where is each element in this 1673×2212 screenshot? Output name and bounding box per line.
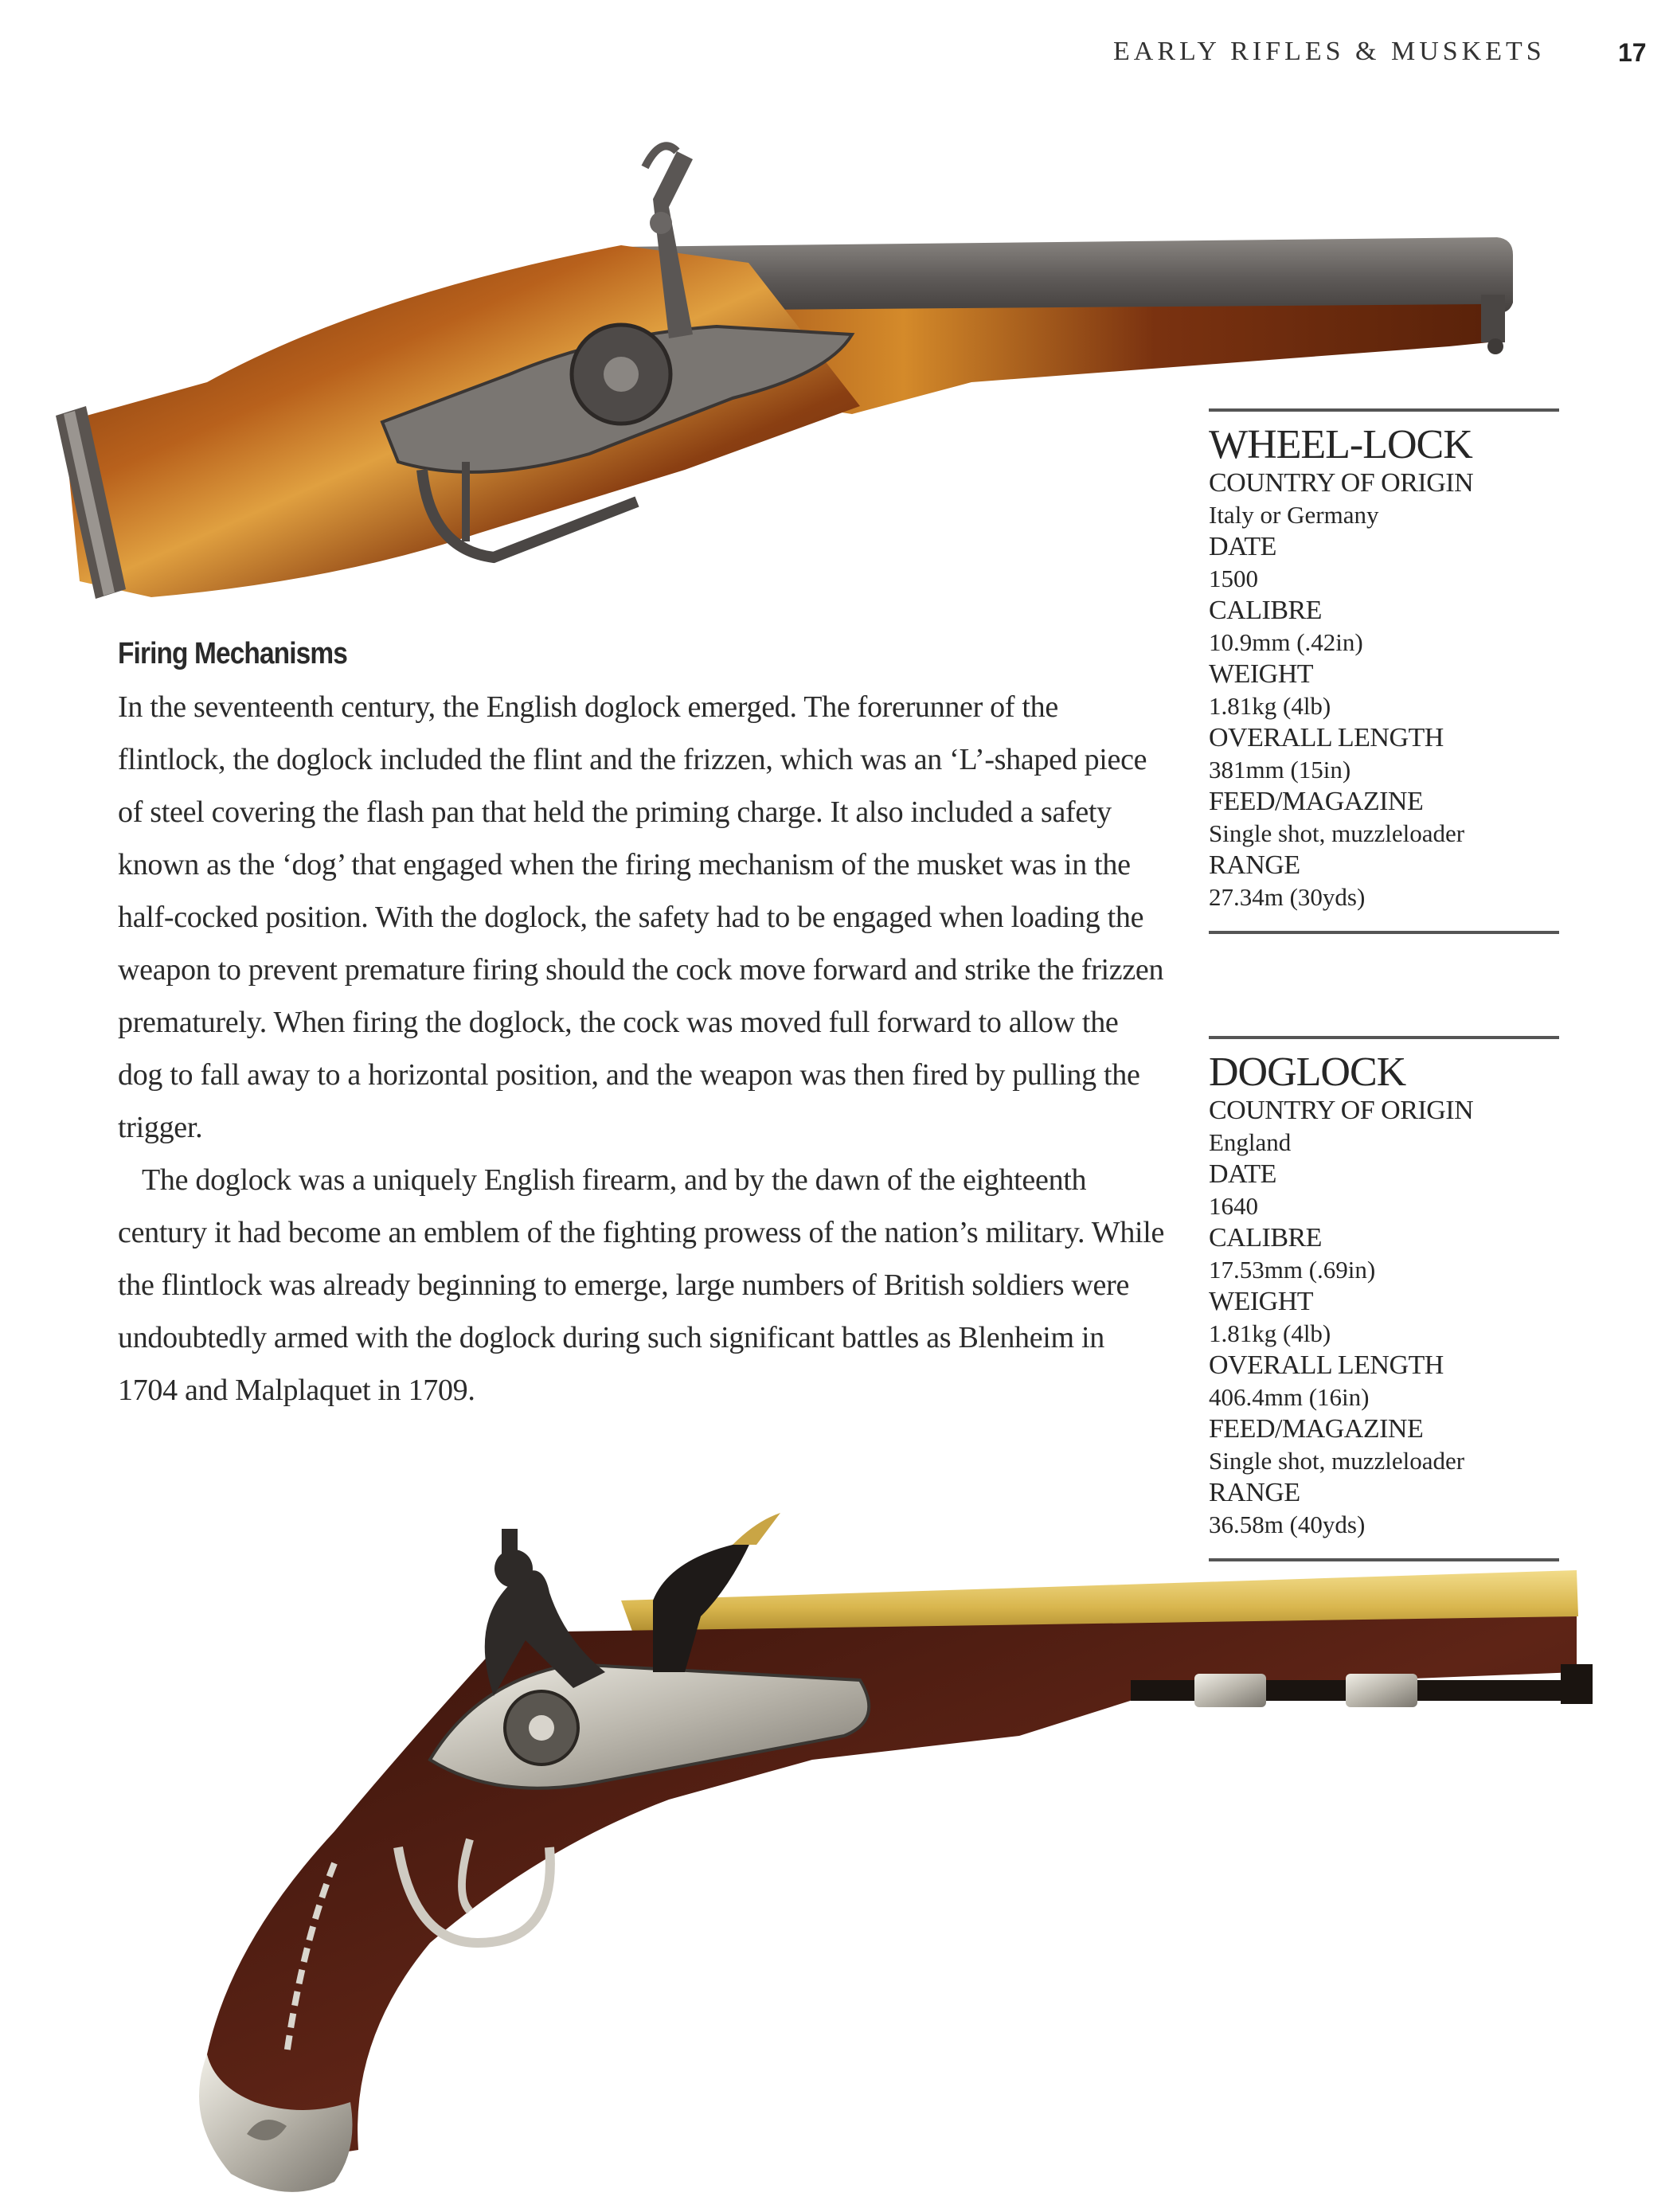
spec-label-country: COUNTRY OF ORIGIN (1209, 1096, 1474, 1125)
divider-top (1209, 408, 1559, 412)
spec-label-country: COUNTRY OF ORIGIN (1209, 468, 1474, 498)
spec-label-weight: WEIGHT (1209, 659, 1314, 689)
spec-box-doglock (1209, 1036, 1559, 1561)
spec-label-calibre: CALIBRE (1209, 596, 1322, 625)
section-subhead: Firing Mechanisms (118, 637, 347, 670)
spec-value-feed: Single shot, muzzleloader (1209, 819, 1465, 847)
spec-value-length: 381mm (15in) (1209, 756, 1351, 784)
divider-bottom (1209, 931, 1559, 934)
spec-label-feed: FEED/MAGAZINE (1209, 1414, 1424, 1444)
spec-value-length: 406.4mm (16in) (1209, 1383, 1370, 1411)
spec-value-range: 36.58m (40yds) (1209, 1510, 1366, 1538)
spec-value-date: 1500 (1209, 565, 1258, 592)
spec-title: WHEEL-LOCK (1209, 422, 1472, 467)
spec-value-country: England (1209, 1128, 1292, 1156)
spec-value-calibre: 17.53mm (.69in) (1209, 1256, 1376, 1284)
spec-value-weight: 1.81kg (4lb) (1209, 1319, 1331, 1347)
spec-value-date: 1640 (1209, 1192, 1258, 1220)
page-number: 17 (1618, 38, 1647, 67)
spec-label-weight: WEIGHT (1209, 1287, 1314, 1316)
spec-label-range: RANGE (1209, 850, 1300, 880)
article-paragraph-1: In the seventeenth century, the English doglock emerged. The forerunner of the flintlock, the doglock included the flint and the frizzen, which was an ‘L’-shaped piece of steel covering the flash pan that held the priming charge. It also included a safety known as the ‘dog’ that engaged when the firing mechanism of the musket was in the half-cocked position. With the doglock, the safety had to be engaged when loading the weapon to prevent premature firing should the cock move forward and strike the frizzen prematurely. When firing the doglock, the cock was moved full forward to allow the dog to fall away to a horizontal position, and the weapon was then fired by pulling the trigger. (118, 690, 1164, 1144)
spec-label-range: RANGE (1209, 1478, 1300, 1507)
doglock-pistol-image (96, 1497, 1593, 2206)
spec-label-calibre: CALIBRE (1209, 1223, 1322, 1253)
spec-value-calibre: 10.9mm (.42in) (1209, 628, 1363, 656)
spec-value-country: Italy or Germany (1209, 501, 1379, 529)
spec-value-weight: 1.81kg (4lb) (1209, 692, 1331, 720)
spec-box-wheel-lock (1209, 408, 1559, 934)
spec-label-length: OVERALL LENGTH (1209, 723, 1444, 752)
article-paragraph-2: The doglock was a uniquely English firearm, and by the dawn of the eighteenth century it had become an emblem of the fighting prowess of the nation’s military. While the flintlock was already beginning to emerge, large numbers of British soldiers were undoubtedly armed with the doglock during such significant battles as Blenheim in 1704 and Malplaquet in 1709. (118, 1163, 1165, 1407)
spec-label-length: OVERALL LENGTH (1209, 1350, 1444, 1380)
spec-title: DOGLOCK (1209, 1049, 1406, 1095)
spec-value-feed: Single shot, muzzleloader (1209, 1447, 1465, 1475)
spec-label-date: DATE (1209, 532, 1276, 561)
divider-top (1209, 1036, 1559, 1039)
running-title: EARLY RIFLES & MUSKETS (1113, 37, 1546, 66)
spec-label-feed: FEED/MAGAZINE (1209, 787, 1424, 816)
spec-label-date: DATE (1209, 1159, 1276, 1189)
article-body (118, 637, 1169, 1417)
spec-value-range: 27.34m (30yds) (1209, 883, 1366, 911)
